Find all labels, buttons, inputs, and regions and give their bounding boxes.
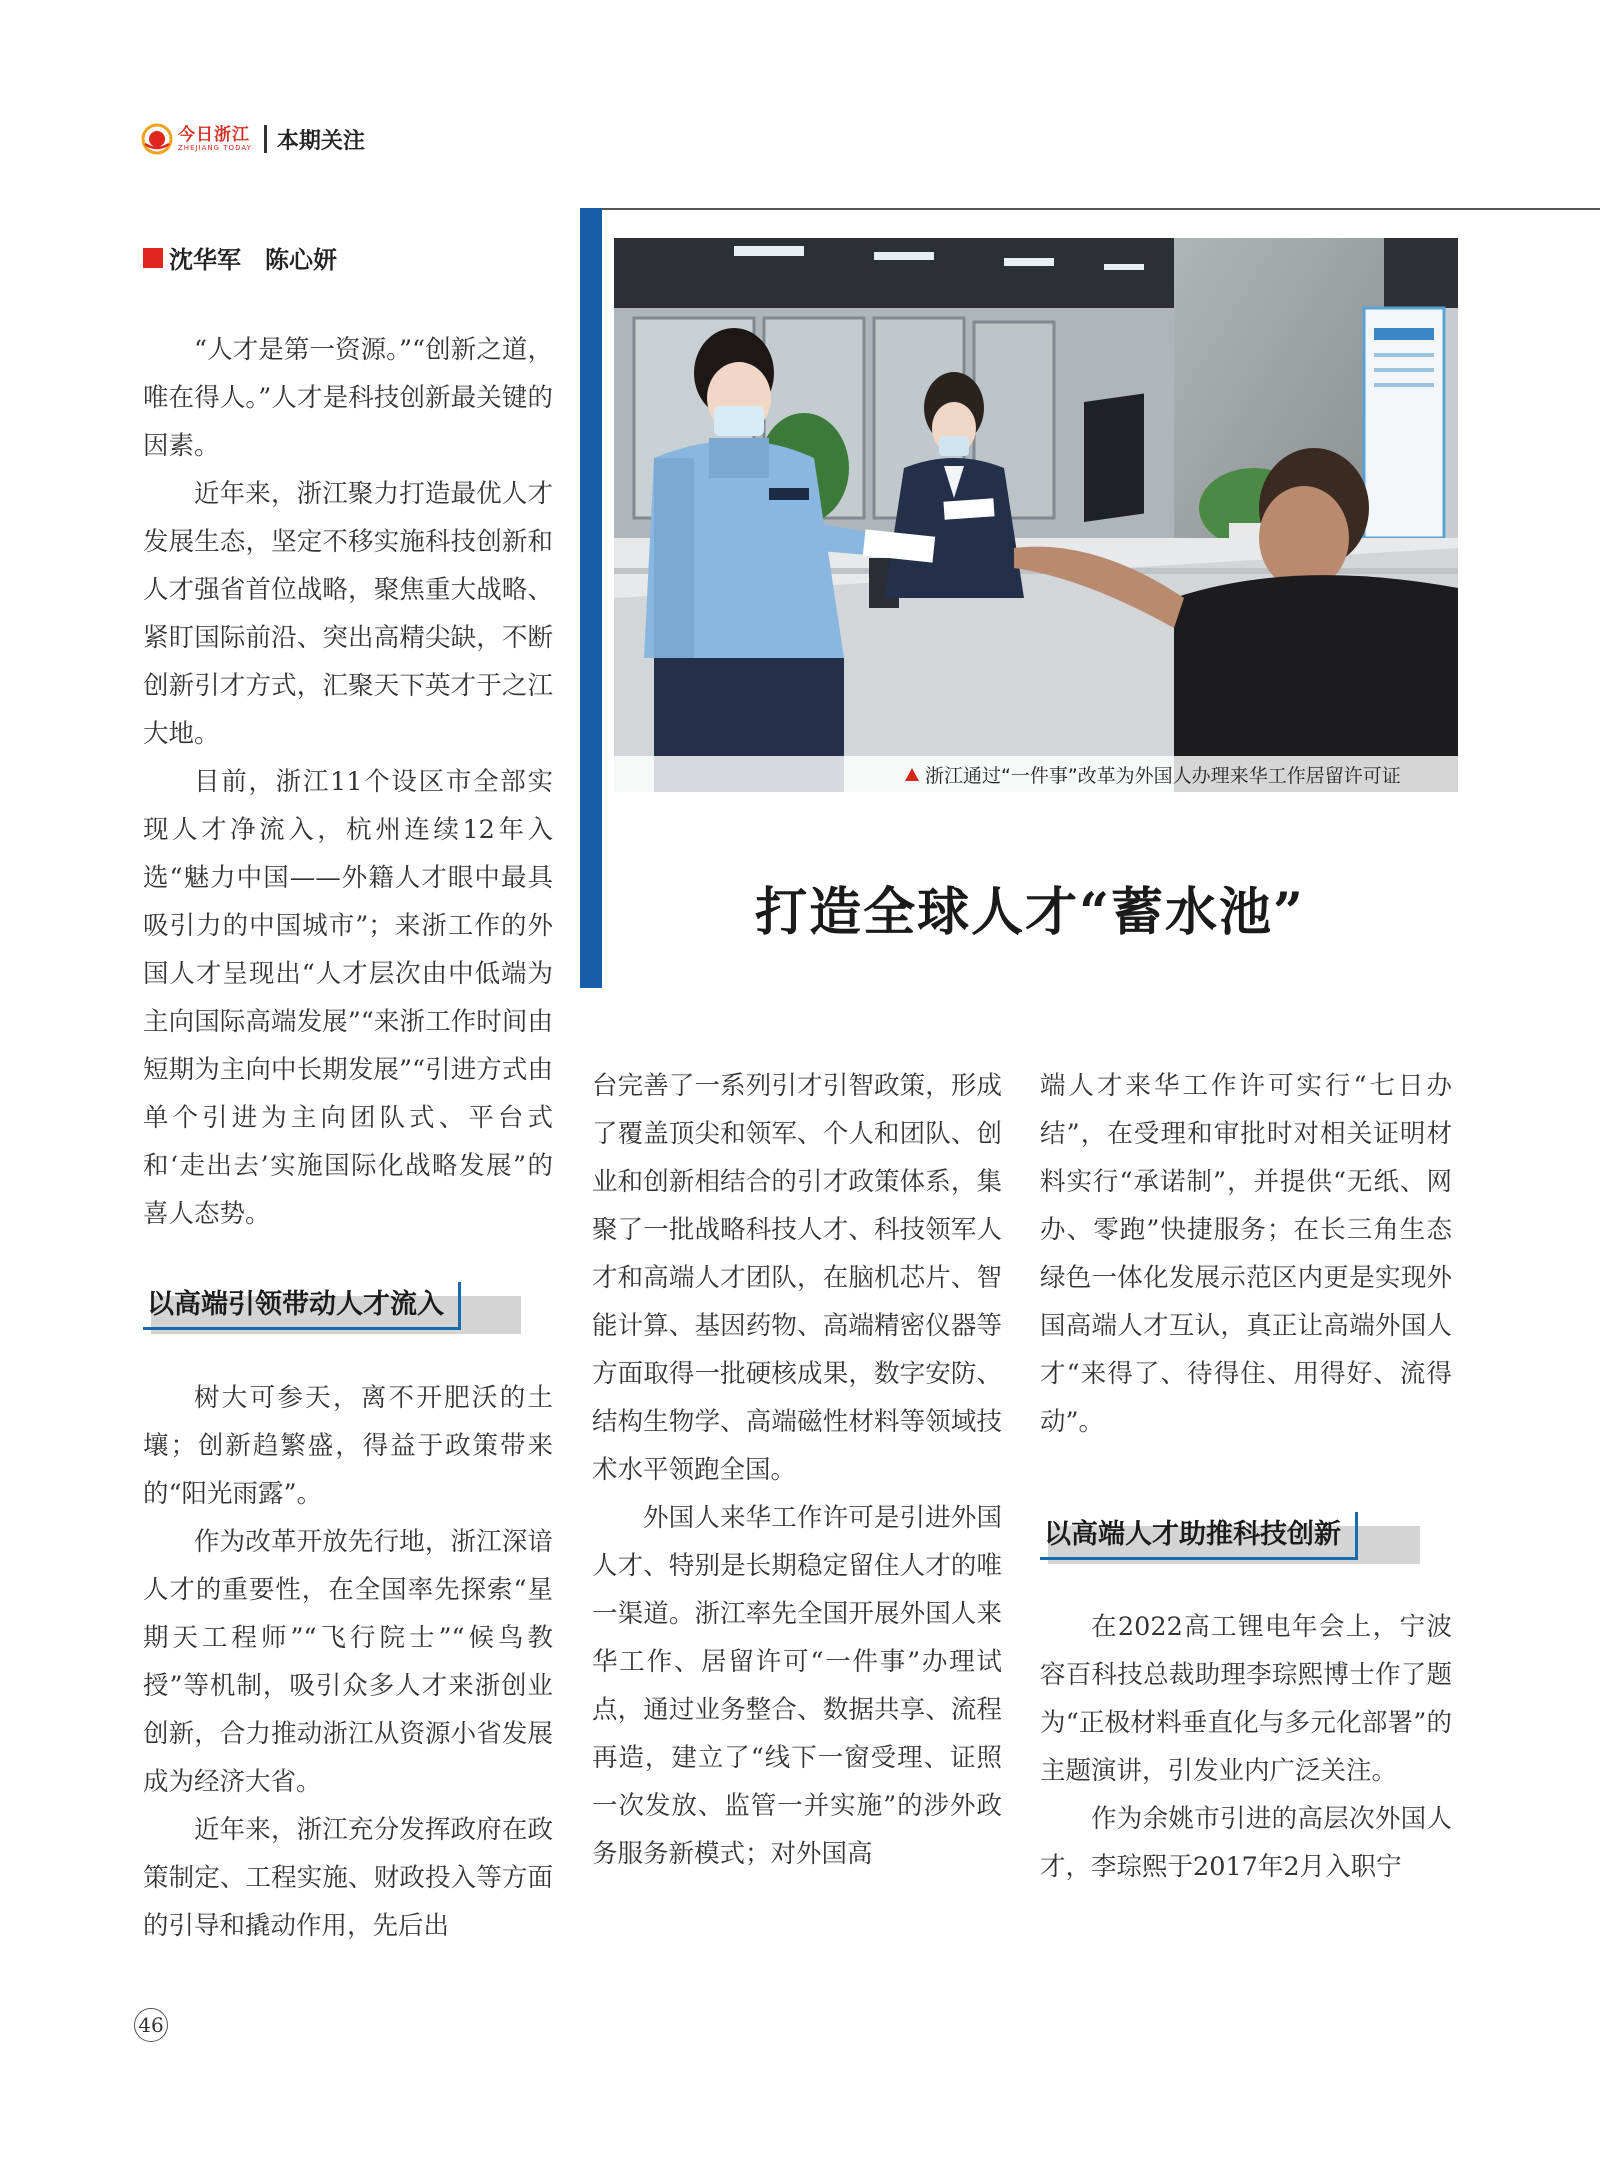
paragraph: 台完善了一系列引才引智政策，形成了覆盖顶尖和领军、个人和团队、创业和创新相结合的引才政策体系，集聚了一批战略科技人才、科技领军人才和高端人才团队，在脑机芯片、智能计算、基因药物、高端精密仪器等方面取得一批硬核成果，数字安防、结构生物学、高端磁性材料等领域技术水平领跑全国。 [592, 1071, 1002, 1485]
paragraph: 目前，浙江11个设区市全部实现人才净流入，杭州连续12年入选“魅力中国——外籍人才眼中最具吸引力的中国城市”；来浙工作的外国人才呈现出“人才层次由中低端为主向国际高端发展”“来浙工作时间由短期为主向中长期发展”“引进方式由单个引进为主向团队式、平台式和‘走出去’实施国际化战略发展”的喜人态势。 [143, 767, 553, 1229]
logo-sun-icon [140, 122, 174, 156]
paragraph: 在2022高工锂电年会上，宁波容百科技总裁助理李琮熙博士作了题为“正极材料垂直化与多元化部署”的主题演讲，引发业内广泛关注。 [1040, 1612, 1452, 1786]
photo-caption [905, 761, 1401, 788]
column-1-bottom [143, 1374, 553, 1950]
top-rule [580, 208, 1600, 210]
paragraph: 作为余姚市引进的高层次外国人才，李琮熙于2017年2月入职宁 [1040, 1804, 1452, 1882]
column-1-top [143, 326, 553, 1238]
logo-english-text: ZHEJIANG TODAY [178, 143, 252, 152]
paragraph: 端人才来华工作许可实行“七日办结”，在受理和审批时对相关证明材料实行“承诺制”，并提供“无纸、网办、零跑”快捷服务；在长三角生态绿色一体化发展示范区内更是实现外国高端人才互认，真正让高端外国人才“来得了、待得住、用得好、流得动”。 [1040, 1071, 1452, 1437]
article-photo [614, 238, 1458, 792]
byline-marker [143, 248, 163, 268]
paragraph: 近年来，浙江聚力打造最优人才发展生态，坚定不移实施科技创新和人才强省首位战略，聚焦重大战略、紧盯国际前沿、突出高精尖缺，不断创新引才方式，汇聚天下英才于之江大地。 [143, 479, 553, 749]
page-header [140, 118, 540, 160]
section-heading-text: 以高端人才助推科技创新 [1040, 1512, 1358, 1560]
paragraph: 作为改革开放先行地，浙江深谙人才的重要性，在全国率先探索“星期天工程师”“飞行院士”“候鸟教授”等机制，吸引众多人才来浙创业创新，合力推动浙江从资源小省发展成为经济大省。 [143, 1527, 553, 1797]
magazine-logo [140, 122, 252, 156]
accent-bar [580, 208, 602, 988]
section-heading-text: 以高端引领带动人才流入 [143, 1282, 461, 1330]
photo-illustration [614, 238, 1458, 792]
paragraph: 树大可参天，离不开肥沃的土壤；创新趋繁盛，得益于政策带来的“阳光雨露”。 [143, 1383, 553, 1509]
caption-text: 浙江通过“一件事”改革为外国人办理来华工作居留许可证 [925, 765, 1401, 787]
article-title: 打造全球人才“蓄水池” [755, 882, 1305, 943]
header-divider [264, 125, 267, 153]
column-3-bottom [1040, 1603, 1452, 1891]
caption-triangle-icon [905, 768, 919, 781]
section-heading-1 [143, 1282, 461, 1330]
logo-chinese-text: 今日浙江 [178, 124, 250, 145]
paragraph: 外国人来华工作许可是引进外国人才、特别是长期稳定留住人才的唯一渠道。浙江率先全国开展外国人来华工作、居留许可“一件事”办理试点，通过业务整合、数据共享、流程再造，建立了“线下一窗受理、证照一次发放、监管一并实施”的涉外政务服务新模式；对外国高 [592, 1503, 1002, 1869]
page-number: 46 [134, 2008, 168, 2042]
column-2 [592, 1062, 1002, 1878]
section-heading-2 [1040, 1512, 1358, 1560]
author-names: 沈华军 陈心妍 [169, 246, 337, 274]
paragraph: 近年来，浙江充分发挥政府在政策制定、工程实施、财政投入等方面的引导和撬动作用，先后出 [143, 1815, 553, 1941]
column-3-top [1040, 1062, 1452, 1446]
section-name: 本期关注 [276, 128, 365, 154]
byline [143, 240, 337, 275]
paragraph: “人才是第一资源。”“创新之道，唯在得人。”人才是科技创新最关键的因素。 [143, 335, 553, 461]
